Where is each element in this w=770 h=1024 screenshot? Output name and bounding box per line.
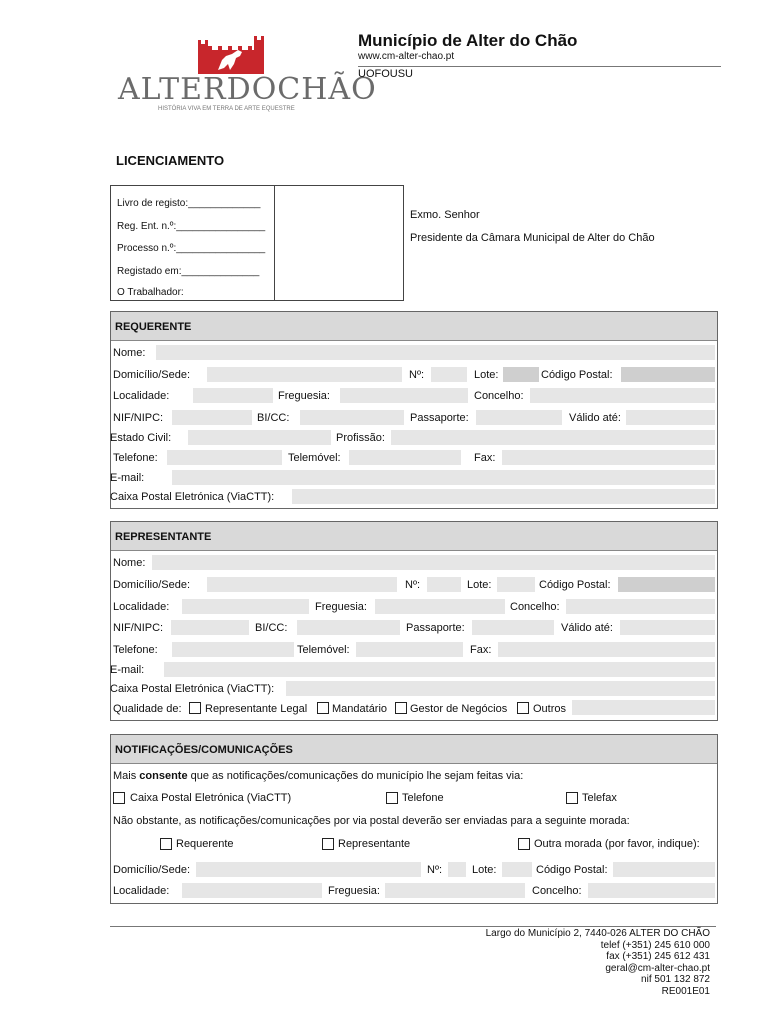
website-url: www.cm-alter-chao.pt xyxy=(358,51,455,62)
footer-nif: nif 501 132 872 xyxy=(641,974,710,985)
rep-nif-label: NIF/NIPC: xyxy=(113,622,164,634)
registry-livro: Livro de registo:_____________ xyxy=(117,198,261,209)
rep-lote-field[interactable] xyxy=(497,577,535,592)
notif-concelho-label: Concelho: xyxy=(532,885,582,897)
rep-valido-field[interactable] xyxy=(620,620,715,635)
req-nif-label: NIF/NIPC: xyxy=(113,412,164,424)
req-codigo-postal-label: Código Postal: xyxy=(541,369,613,381)
rep-freguesia-field[interactable] xyxy=(375,599,505,614)
req-profissao-label: Profissão: xyxy=(336,432,385,444)
rep-telefone-label: Telefone: xyxy=(113,644,158,656)
req-n-label: Nº: xyxy=(409,369,425,381)
registry-divider xyxy=(274,186,275,300)
rep-opt-outros-label: Outros xyxy=(533,703,567,715)
rep-nif-field[interactable] xyxy=(171,620,249,635)
rep-opt-mandatario-checkbox[interactable] xyxy=(317,702,329,714)
rep-valido-label: Válido até: xyxy=(561,622,613,634)
req-concelho-field[interactable] xyxy=(530,388,715,403)
req-concelho-label: Concelho: xyxy=(474,390,524,402)
rep-outros-field[interactable] xyxy=(572,700,715,715)
req-telemovel-label: Telemóvel: xyxy=(288,452,341,464)
notif-lote-field[interactable] xyxy=(502,862,532,877)
notif-opt-telefone-checkbox[interactable] xyxy=(386,792,398,804)
rep-opt-legal-label: Representante Legal xyxy=(205,703,308,715)
rep-caixa-field[interactable] xyxy=(286,681,715,696)
notif-lote-label: Lote: xyxy=(472,864,497,876)
rep-codigo-postal-label: Código Postal: xyxy=(539,579,611,591)
rep-n-field[interactable] xyxy=(427,577,461,592)
document-title: LICENCIAMENTO xyxy=(116,153,225,168)
notif-opt-telefax-checkbox[interactable] xyxy=(566,792,578,804)
req-freguesia-label: Freguesia: xyxy=(278,390,330,402)
rep-email-field[interactable] xyxy=(164,662,715,677)
req-n-field[interactable] xyxy=(431,367,467,382)
notificacoes-header xyxy=(111,735,717,764)
req-codigo-postal-field[interactable] xyxy=(621,367,715,382)
notif-opt-representante-label: Representante xyxy=(338,838,411,850)
logo xyxy=(118,28,377,118)
notif-intro-a: Mais xyxy=(113,770,140,782)
registry-trabalhador: O Trabalhador: xyxy=(117,287,184,298)
logo-text: ALTERDOCHÃO xyxy=(118,72,377,107)
requerente-header xyxy=(111,312,717,341)
unit-code: UOFOUSU xyxy=(358,68,413,80)
rep-bi-label: BI/CC: xyxy=(255,622,288,634)
req-passaporte-field[interactable] xyxy=(476,410,562,425)
rep-email-label: E-mail: xyxy=(110,664,145,676)
req-fax-label: Fax: xyxy=(474,452,496,464)
req-telefone-label: Telefone: xyxy=(113,452,158,464)
req-passaporte-label: Passaporte: xyxy=(410,412,469,424)
rep-domicilio-field[interactable] xyxy=(207,577,397,592)
notificacoes-title: NOTIFICAÇÕES/COMUNICAÇÕES xyxy=(115,744,293,756)
notif-opt-caixa-label: Caixa Postal Eletrónica (ViaCTT) xyxy=(130,792,292,804)
notif-opt-representante-checkbox[interactable] xyxy=(322,838,334,850)
notif-opt-outra-label: Outra morada (por favor, indique): xyxy=(534,838,700,850)
footer-block xyxy=(486,928,710,997)
footer-rule xyxy=(110,926,716,927)
req-email-label: E-mail: xyxy=(110,472,145,484)
req-localidade-label: Localidade: xyxy=(113,390,170,402)
notif-localidade-label: Localidade: xyxy=(113,885,170,897)
rep-passaporte-field[interactable] xyxy=(472,620,554,635)
notif-opt-outra-checkbox[interactable] xyxy=(518,838,530,850)
req-freguesia-field[interactable] xyxy=(340,388,468,403)
req-nome-field[interactable] xyxy=(156,345,715,360)
rep-qualidade-label: Qualidade de: xyxy=(113,703,182,715)
registry-box xyxy=(110,185,404,301)
req-lote-label: Lote: xyxy=(474,369,499,381)
notif-domicilio-label: Domicílio/Sede: xyxy=(113,864,191,876)
logo-tagline: HISTÓRIA VIVA EM TERRA DE ARTE EQUESTRE xyxy=(158,106,295,112)
req-domicilio-field[interactable] xyxy=(207,367,402,382)
req-profissao-field[interactable] xyxy=(391,430,715,445)
registry-registado: Registado em:______________ xyxy=(117,266,260,277)
req-telefone-field[interactable] xyxy=(167,450,282,465)
notif-domicilio-field[interactable] xyxy=(196,862,421,877)
notif-intro xyxy=(113,770,523,782)
rep-nome-field[interactable] xyxy=(152,555,715,570)
notif-opt-telefax-label: Telefax xyxy=(582,792,617,804)
rep-fax-field[interactable] xyxy=(498,642,715,657)
req-domicilio-label: Domicílio/Sede: xyxy=(113,369,191,381)
notif-opt-telefone-label: Telefone xyxy=(402,792,444,804)
req-estado-civil-label: Estado Civil: xyxy=(110,432,172,444)
rep-opt-gestor-checkbox[interactable] xyxy=(395,702,407,714)
footer-fax: fax (+351) 245 612 431 xyxy=(606,951,710,962)
req-lote-field[interactable] xyxy=(503,367,539,382)
notif-opt-requerente-label: Requerente xyxy=(176,838,234,850)
req-valido-field[interactable] xyxy=(626,410,715,425)
notif-opt-requerente-checkbox[interactable] xyxy=(160,838,172,850)
addressee-president: Presidente da Câmara Municipal de Alter do Chão xyxy=(410,232,655,244)
req-bi-field[interactable] xyxy=(300,410,404,425)
rep-telefone-field[interactable] xyxy=(172,642,294,657)
req-telemovel-field[interactable] xyxy=(349,450,461,465)
notif-n-label: Nº: xyxy=(427,864,443,876)
notif-intro-c: que as notificações/comunicações do município lhe sejam feitas via: xyxy=(187,770,524,782)
footer-email: geral@cm-alter-chao.pt xyxy=(605,962,710,974)
rep-localidade-field[interactable] xyxy=(182,599,309,614)
req-bi-label: BI/CC: xyxy=(257,412,290,424)
registry-processo: Processo n.º:________________ xyxy=(117,243,266,254)
rep-localidade-label: Localidade: xyxy=(113,601,170,613)
castle-horse-logo-icon xyxy=(196,30,266,74)
req-nif-field[interactable] xyxy=(172,410,252,425)
rep-nome-label: Nome: xyxy=(113,557,146,569)
rep-lote-label: Lote: xyxy=(467,579,492,591)
rep-domicilio-label: Domicílio/Sede: xyxy=(113,579,191,591)
req-estado-civil-field[interactable] xyxy=(188,430,331,445)
req-nome-label: Nome: xyxy=(113,347,146,359)
notif-codigo-postal-field[interactable] xyxy=(613,862,715,877)
rep-opt-legal-checkbox[interactable] xyxy=(189,702,201,714)
rep-n-label: Nº: xyxy=(405,579,421,591)
rep-telemovel-field[interactable] xyxy=(356,642,463,657)
req-valido-label: Válido até: xyxy=(569,412,621,424)
rep-opt-mandatario-label: Mandatário xyxy=(332,703,388,715)
rep-codigo-postal-field[interactable] xyxy=(618,577,715,592)
requerente-title: REQUERENTE xyxy=(115,321,192,333)
rep-concelho-label: Concelho: xyxy=(510,601,560,613)
notif-intro-consente: consente xyxy=(139,770,188,782)
notif-nao-obstante: Não obstante, as notificações/comunicações por via postal deverão ser enviadas para a seguinte morada: xyxy=(113,815,630,827)
req-caixa-field[interactable] xyxy=(292,489,715,504)
notif-n-field[interactable] xyxy=(448,862,466,877)
registry-reg: Reg. Ent. n.º:________________ xyxy=(117,221,266,232)
footer-address: Largo do Município 2, 7440-026 ALTER DO CHÃO xyxy=(485,928,710,939)
rep-freguesia-label: Freguesia: xyxy=(315,601,367,613)
rep-fax-label: Fax: xyxy=(470,644,492,656)
notif-freguesia-field[interactable] xyxy=(385,883,525,898)
header-rule xyxy=(358,66,721,67)
rep-opt-gestor-label: Gestor de Negócios xyxy=(410,703,508,715)
req-fax-field[interactable] xyxy=(502,450,715,465)
rep-telemovel-label: Telemóvel: xyxy=(297,644,350,656)
rep-caixa-label: Caixa Postal Eletrónica (ViaCTT): xyxy=(110,683,275,695)
notif-codigo-postal-label: Código Postal: xyxy=(536,864,608,876)
municipality-title: Município de Alter do Chão xyxy=(358,31,578,50)
notif-concelho-field[interactable] xyxy=(588,883,715,898)
rep-bi-field[interactable] xyxy=(297,620,400,635)
notif-localidade-field[interactable] xyxy=(182,883,322,898)
req-email-field[interactable] xyxy=(172,470,715,485)
footer-telef: telef (+351) 245 610 000 xyxy=(600,939,710,951)
notif-opt-caixa-checkbox[interactable] xyxy=(113,792,125,804)
representante-header xyxy=(111,522,717,551)
footer-code: RE001E01 xyxy=(661,985,710,997)
rep-passaporte-label: Passaporte: xyxy=(406,622,465,634)
rep-concelho-field[interactable] xyxy=(566,599,715,614)
req-caixa-label: Caixa Postal Eletrónica (ViaCTT): xyxy=(110,491,275,503)
req-localidade-field[interactable] xyxy=(193,388,273,403)
rep-opt-outros-checkbox[interactable] xyxy=(517,702,529,714)
notif-freguesia-label: Freguesia: xyxy=(328,885,380,897)
representante-title: REPRESENTANTE xyxy=(115,531,212,543)
addressee-greeting: Exmo. Senhor xyxy=(410,209,480,221)
